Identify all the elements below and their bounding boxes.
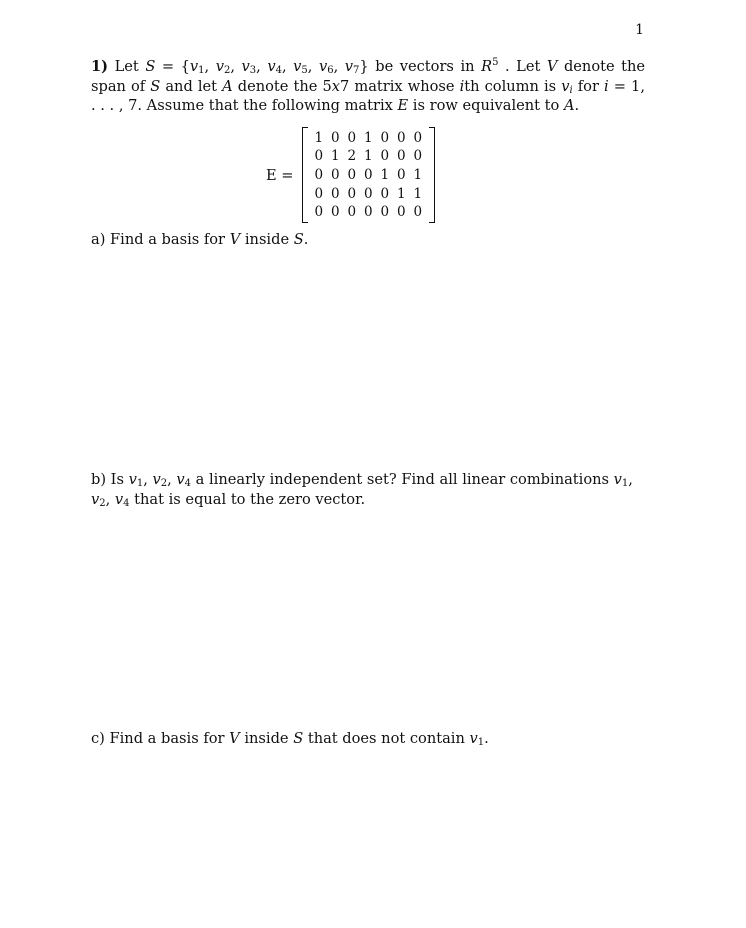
matrix-cell: 1 <box>363 148 373 165</box>
matrix-equation <box>266 127 435 223</box>
matrix-cell: 0 <box>347 204 357 221</box>
matrix-cell: 1 <box>363 129 373 146</box>
right-bracket <box>429 127 435 224</box>
matrix-cell: 0 <box>363 185 373 202</box>
matrix-cell: 0 <box>413 204 423 221</box>
matrix-cell: 0 <box>396 204 406 221</box>
problem-statement: 1) Let $S = \{v_1$, $v_2$, $v_3$, $v_4$, $v_5$, $v_6$, $v_7$} be vectors in $R^5$ . Let V denote the span of S and let A denote the 5x7 matrix whose ith column is $v_i$ for i = 1, . . . , 7. Assume that the following matrix E is row equivalent to A. <box>91 57 646 114</box>
problem-intro-1: Let <box>108 58 146 75</box>
matrix-cell: 0 <box>396 167 406 183</box>
matrix-cell: 1 <box>413 185 423 202</box>
matrix-cell: 0 <box>380 185 390 202</box>
matrix-cell: 0 <box>363 204 373 221</box>
matrix-cell: 0 <box>413 148 423 165</box>
matrix-cell: 1 <box>396 185 406 202</box>
part-a-question: a) Find a basis for V inside S. <box>91 231 309 248</box>
matrix-cell: 0 <box>363 167 373 183</box>
matrix-cell: 0 <box>347 167 357 183</box>
problem-number: 1) <box>91 58 109 75</box>
matrix-cell: 0 <box>413 129 423 146</box>
matrix-cell: 0 <box>314 167 324 183</box>
matrix-cell: 1 <box>380 167 390 183</box>
matrix-cell: 0 <box>314 185 324 202</box>
matrix-cell: 0 <box>314 204 324 221</box>
page-number: 1 <box>635 22 644 38</box>
set-definition: S <box>145 58 156 75</box>
matrix-grid <box>311 129 427 222</box>
left-bracket <box>302 127 308 224</box>
matrix-cell: 0 <box>314 148 324 165</box>
matrix-cell: 0 <box>380 129 390 146</box>
matrix-label: E = <box>266 166 294 184</box>
matrix-cell: 0 <box>396 148 406 165</box>
matrix-cell: 0 <box>330 204 340 221</box>
part-b-question: b) Is $v_1$, $v_2$, $v_4$ a linearly independent set? Find all linear combinations $v_1$, $v_2$, $v_4$ that is equal to the zero vector. <box>91 471 633 509</box>
matrix-cell: 0 <box>330 167 340 183</box>
matrix-cell: 0 <box>330 129 340 146</box>
matrix-cell: 0 <box>330 185 340 202</box>
matrix-cell: 1 <box>314 129 324 146</box>
matrix-cell: 0 <box>347 129 357 146</box>
matrix-cell: 0 <box>380 148 390 165</box>
matrix-cell: 0 <box>380 204 390 221</box>
matrix-cell: 1 <box>330 148 340 165</box>
part-c-question: c) Find a basis for V inside S that does not contain $v_1$. <box>91 730 489 748</box>
matrix-cell: 2 <box>347 148 357 165</box>
matrix-cell: 0 <box>347 185 357 202</box>
matrix-cell: 0 <box>396 129 406 146</box>
matrix-cell: 1 <box>413 167 423 183</box>
matrix-e <box>302 127 436 224</box>
